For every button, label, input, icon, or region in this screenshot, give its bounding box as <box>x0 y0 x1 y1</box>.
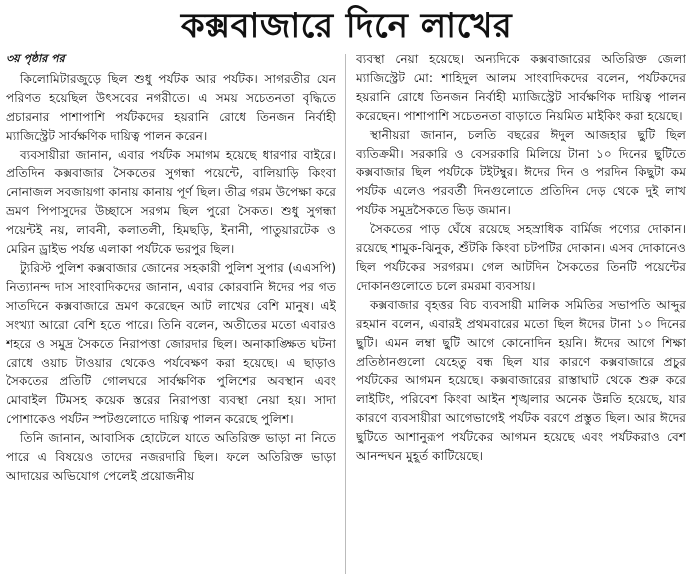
paragraph: ট্যুরিস্ট পুলিশ কক্সবাজার জোনের সহকারী পুলিশ সুপার (এএসপি) নিত্যানন্দ দাস সাংবাদিকদের জানান, এবার কোরবানি ঈদের পর গত সাতদিনে কক্সবাজারে ভ্রমণ করেছেন আট লাখের বেশি মানুষ। এই সংখ্যা আরো বেশি হতে পারে। তিনি বলেন, অতীতের মতো এবারও শহরে ও সমুদ্র সৈকতে নিরাপত্তা জোরদার ছিল। অনাকাঙ্ক্ষিত ঘটনা রোধে ওয়াচ টাওয়ার থেকেও পর্যবেক্ষণ করা হয়েছে। এ ছাড়াও সৈকতের প্রতিটি গোলঘরে সার্বক্ষণিক পুলিশের অবস্থান এবং মোবাইল টিমসহ কয়েক স্তরের নিরাপত্তা ব্যবস্থা নেয়া হয়। সাদা পোশাকেও পর্যটন স্পটগুলোতে দায়িত্ব পালন করেছে পুলিশ। <box>6 260 336 427</box>
paragraph: ব্যবস্থা নেয়া হয়েছে। অন্যদিকে কক্সবাজারের অতিরিক্ত জেলা ম্যাজিস্ট্রেট মো: শাহিদুল আলম সাংবাদিকদের বলেন, পর্যটকদের হয়রানি রোধে তিনজন নির্বাহী ম্যাজিস্ট্রেট সার্বক্ষণিক দায়িত্ব পালন করেছেন। পাশাপাশি সচেতনতা বাড়াতে নিয়মিত মাইকিং করা হয়েছে। <box>356 52 686 123</box>
column-divider <box>345 54 346 574</box>
paragraph: সৈকতের পাড় ঘেঁষে রয়েছে সহস্রাধিক বার্মিজ পণ্যের দোকান। রয়েছে শামুক-ঝিনুক, শুঁটকি কিংবা চটপটির দোকান। এসব দোকানেও ছিল পর্যটকের সরগরম। গেল আটদিন সৈকতের তিনটি পয়েন্টের দোকানগুলোতে চলে রমরমা ব্যবসায়। <box>356 222 686 293</box>
left-column <box>6 50 336 576</box>
paragraph: কক্সবাজার বৃহত্তর বিচ ব্যবসায়ী মালিক সমিতির সভাপতি আব্দুর রহমান বলেন, এবারই প্রথমবারের মতো ছিল ঈদের টানা ১০ দিনের ছুটি। এমন লম্বা ছুটি আগে কোনোদিন হয়নি। ঈদের আগে শিক্ষা প্রতিষ্ঠানগুলো যেহেতু বন্ধ ছিল যার কারণে কক্সবাজারে প্রচুর পর্যটকের আগমন হয়েছে। কক্সবাজারের রাস্তাঘাট থেকে শুরু করে লাইটিং, পরিবেশ কিংবা আইন শৃঙ্খলার অনেক উন্নতি হয়েছে, যার কারণে ব্যবসায়ীরা আগেভাগেই পর্যটক বরণে প্রস্তুত ছিল। আর ঈদের ছুটিতে আশানুরূপ পর্যটকের আগমন হয়েছে এবং পর্যটকরাও বেশ আনন্দঘন মুহূর্ত কাটিয়েছে। <box>356 297 686 464</box>
paragraph: ব্যবসায়ীরা জানান, এবার পর্যটক সমাগম হয়েছে ধারণার বাইরে। প্রতিদিন কক্সবাজার সৈকতের সুগন্ধা পয়েন্টে, বালিয়াড়ি কিংবা নোনাজল সবজায়গা কানায় কানায় পূর্ণ ছিল। তীব্র গরম উপেক্ষা করে ভ্রমণ পিপাসুদের উচ্ছাসে সরগম ছিল পুরো সৈকত। শুধু সুগন্ধা পয়েন্টই নয়, লাবনী, কলাতলী, হিমছড়ি, ইনানী, পাতুয়ারটেক ও মেরিন ড্রাইভ পর্যন্ত এলাকা পর্যটকে ভরপুর ছিল। <box>6 147 336 257</box>
headline: কক্সবাজারে দিনে লাখের <box>180 6 513 46</box>
right-column <box>356 50 686 576</box>
continuation-label: ৩য় পৃষ্ঠার পর <box>6 52 65 65</box>
paragraph: তিনি জানান, আবাসিক হোটেলে যাতে অতিরিক্ত ভাড়া না নিতে পারে এ বিষয়েও তাদের নজরদারি ছিল। ফলে অতিরিক্ত ভাড়া আদায়ের অভিযোগ পেলেই প্রয়োজনীয় <box>6 431 336 483</box>
paragraph: কিলোমিটারজুড়ে ছিল শুধু পর্যটক আর পর্যটক। সাগরতীর যেন পরিণত হয়েছিল উৎসবের নগরীতে। এ সময় সচেতনতা বৃদ্ধিতে প্রচারনার পাশাপাশি পর্যটকদের হয়রানি রোধে তিনজন নির্বাহী ম্যাজিস্ট্রেট সার্বক্ষণিক দায়িত্ব পালন করেন। <box>6 71 336 143</box>
paragraph: স্থানীয়রা জানান, চলতি বছরের ঈদুল আজহার ছুটি ছিল ব্যতিক্রমী। সরকারি ও বেসরকারি মিলিয়ে টানা ১০ দিনের ছুটিতে কক্সবাজার ছিল পর্যটকে টইটম্বুর। ঈদের দিন ও পরদিন কিছুটা কম পর্যটক এলেও পরবর্তী দিনগুলোতে প্রতিদিন দেড় থেকে দুই লাখ পর্যটক সমুদ্রসৈকতে ভিড় জমান। <box>356 127 686 218</box>
